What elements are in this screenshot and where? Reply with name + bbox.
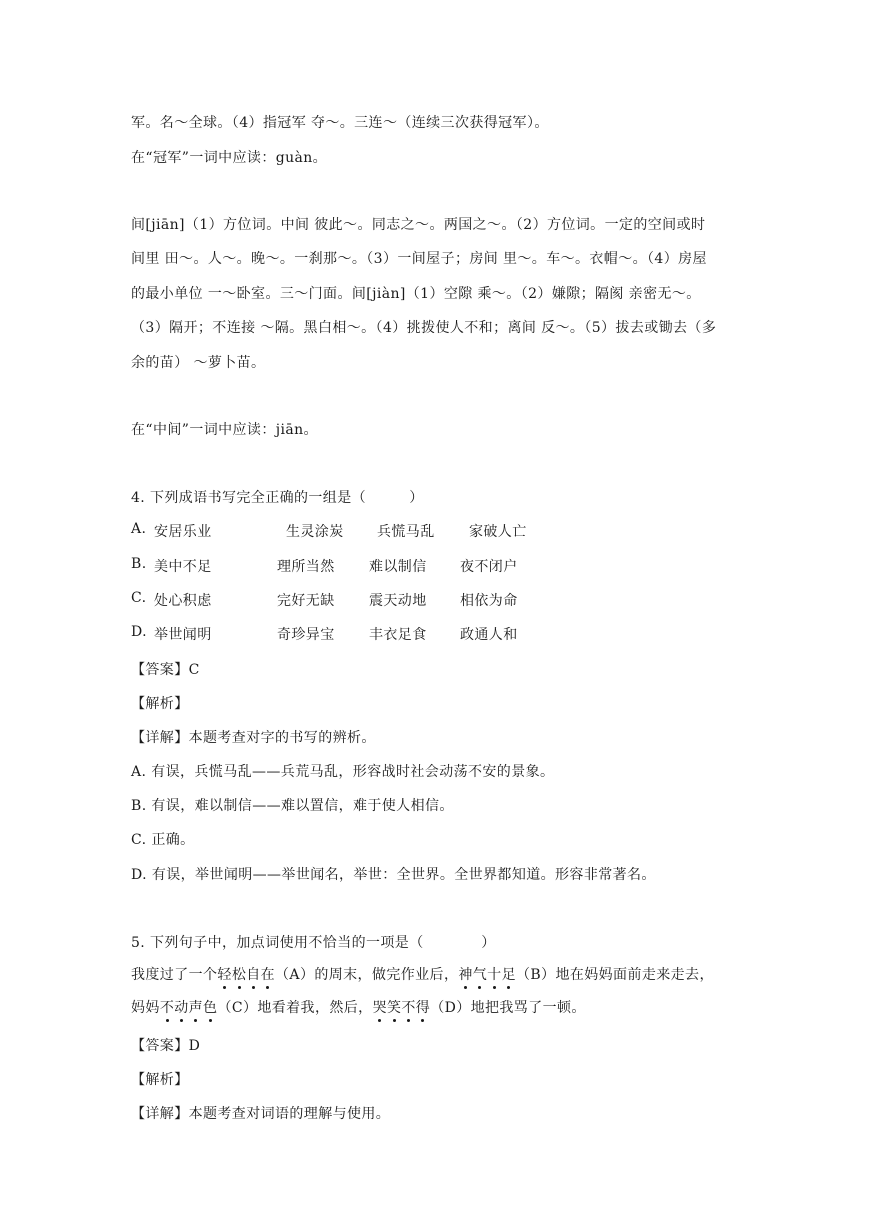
question-5-sentence-line [131,997,586,1017]
option-item: 举世闻明 [154,627,212,643]
option-item: 震天动地 [369,593,427,609]
text-line: 余的苗） ～萝卜苗。 [131,355,266,371]
text-line: 间里 田～。人～。晚～。一刹那～。（3）一间屋子；房间 里～。车～。衣帽～。（4）房屋 [131,251,707,267]
option-label: D. [131,624,147,640]
analysis-label: 【解析】 [131,1072,189,1088]
option-label: B. [131,556,147,572]
question-4-stem: 4. 下列成语书写完全正确的一组是（ ） [131,490,424,506]
text-line: 军。名～全球。（4）指冠军 夺～。三连～（连续三次获得冠军）。 [131,115,549,131]
option-item: 难以制信 [369,559,427,575]
text-line: （3）隔开；不连接 ～隔。黑白相～。（4）挑拨使人不和；离间 反～。（5）拔去或锄去（多 [131,320,717,336]
sentence-text: 妈妈 [131,1000,160,1016]
sentence-text: 我度过了一个 [131,967,218,983]
option-item: 政通人和 [460,627,518,643]
answer-label: 【答案】D [131,1038,201,1054]
option-label: A. [131,521,147,537]
detail-text: 【详解】本题考查对词语的理解与使用。 [131,1106,391,1122]
analysis-label: 【解析】 [131,696,189,712]
sentence-text: （A）的周末，做完作业后， [275,967,459,983]
text-line: 间[jiān]（1）方位词。中间 彼此～。同志之～。两国之～。（2）方位词。一定的空间或时 [131,217,706,233]
sentence-text: （D）地把我骂了一顿。 [430,1000,586,1016]
explanation-line: B. 有误，难以制信——难以置信，难于使人相信。 [131,798,454,814]
option-item: 处心积虑 [154,593,212,609]
detail-text: 【详解】本题考查对字的书写的辨析。 [131,730,376,746]
sentence-text: （C）地看着我，然后， [217,1000,373,1016]
explanation-line: D. 有误，举世闻明——举世闻名，举世：全世界。全世界都知道。形容非常著名。 [131,867,656,883]
dotted-word-d: 哭笑不得 [373,1000,431,1016]
option-item: 理所当然 [277,559,335,575]
option-item: 完好无缺 [277,593,335,609]
question-5-stem: 5. 下列句子中，加点词使用不恰当的一项是（ ） [131,935,496,951]
dotted-word-b: 神气十足 [458,967,516,983]
option-item: 家破人亡 [469,524,527,540]
explanation-line: A. 有误，兵慌马乱——兵荒马乱，形容战时社会动荡不安的景象。 [131,764,555,780]
text-line: 的最小单位 一～卧室。三～门面。间[jiàn]（1）空隙 乘～。（2）嫌隙；隔阂 亲密无～。 [131,286,701,302]
option-item: 生灵涂炭 [286,524,344,540]
option-item: 美中不足 [154,559,212,575]
answer-label: 【答案】C [131,662,200,678]
option-item: 丰衣足食 [369,627,427,643]
dotted-word-c: 不动声色 [160,1000,218,1016]
option-item: 相依为命 [460,593,518,609]
text-line: 在“中间”一词中应读：jiān。 [131,422,318,438]
option-item: 奇珍异宝 [277,627,335,643]
option-item: 夜不闭户 [460,559,518,575]
option-item: 安居乐业 [154,524,212,540]
question-5-sentence-line [131,964,714,984]
text-line: 在“冠军”一词中应读：guàn。 [131,150,328,166]
sentence-text: （B）地在妈妈面前走来走去， [515,967,714,983]
option-item: 兵慌马乱 [377,524,435,540]
explanation-line: C. 正确。 [131,832,195,848]
option-label: C. [131,590,147,606]
dotted-word-a: 轻松自在 [217,967,275,983]
